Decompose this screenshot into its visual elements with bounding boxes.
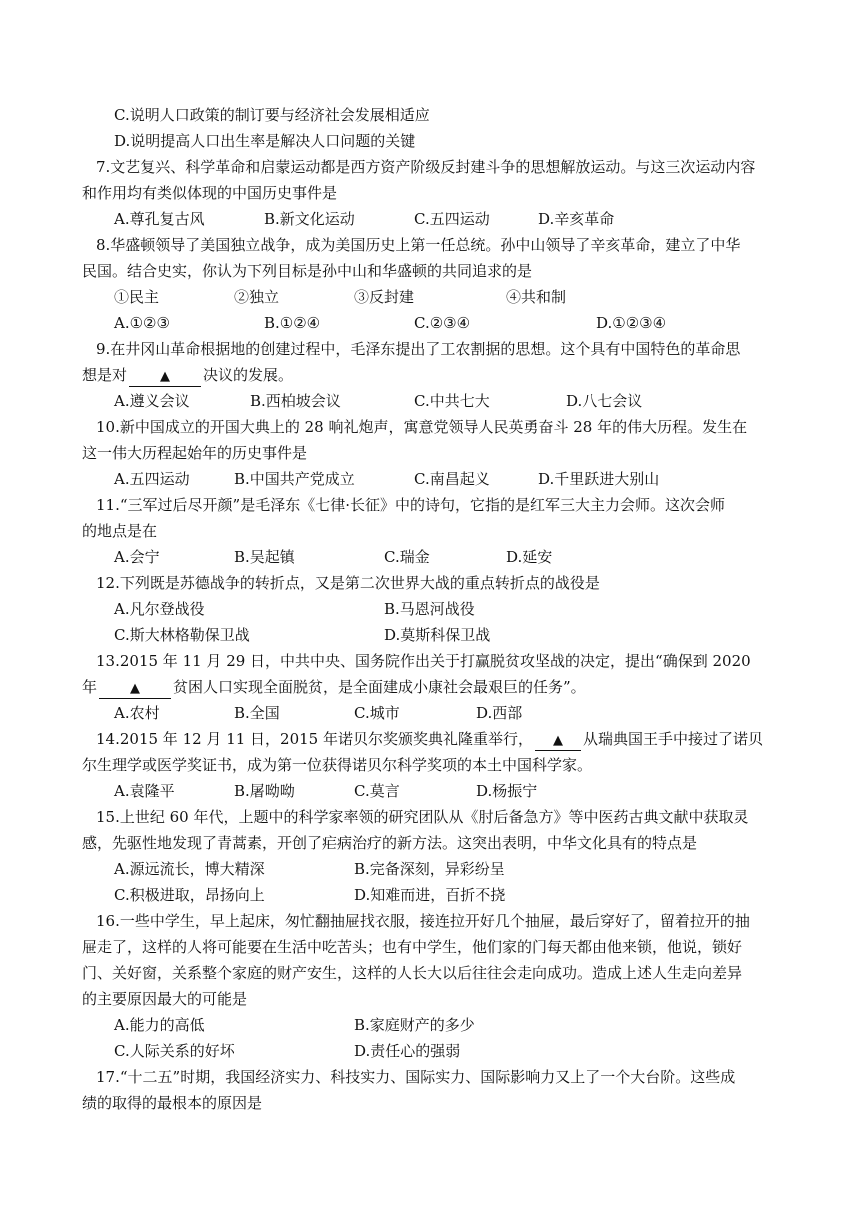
q11-stem-line1: 11.“三军过后尽开颜”是毛泽东《七律·长征》中的诗句，它指的是红军三大主力会师。这次会师 xyxy=(96,496,725,514)
q15-option-c: C.积极进取，昂扬向上 xyxy=(114,886,265,904)
q11-option-b: B.吴起镇 xyxy=(234,548,295,566)
q14-answer-blank xyxy=(535,730,581,751)
q9-option-d: D.八七会议 xyxy=(566,392,643,410)
q9-option-a: A.遵义会议 xyxy=(114,392,190,410)
q15-stem-line1: 15.上世纪 60 年代，上题中的科学家率领的研究团队从《肘后备急方》等中医药古典文献中获取灵 xyxy=(96,808,749,826)
q17-stem-line2: 绩的取得的最根本的原因是 xyxy=(82,1094,263,1112)
q16-option-b: B.家庭财产的多少 xyxy=(354,1016,475,1034)
q8-stem-line2: 民国。结合史实，你认为下列目标是孙中山和华盛顿的共同追求的是 xyxy=(82,262,533,280)
q9-answer-blank xyxy=(129,366,201,387)
q12-stem-line1: 12.下列既是苏德战争的转折点，又是第二次世界大战的重点转折点的战役是 xyxy=(96,574,600,592)
q11-stem-line2: 的地点是在 xyxy=(82,522,158,540)
q16-option-c: C.人际关系的好坏 xyxy=(114,1042,235,1060)
q12-option-b: B.马恩河战役 xyxy=(384,600,475,618)
q13-stem-line1: 13.2015 年 11 月 29 日，中共中央、国务院作出关于打赢脱贫攻坚战的决定，提出“确保到 2020 xyxy=(96,652,751,670)
q15-option-a: A.源远流长，博大精深 xyxy=(114,860,265,878)
q9-stem-line2 xyxy=(82,364,293,386)
q16-stem-line2: 屉走了，这样的人将可能要在生活中吃苦头；也有中学生，他们家的门每天都由他来锁，他说，锁好 xyxy=(82,938,743,956)
q8-item-3: ③反封建 xyxy=(354,288,415,306)
q10-option-d: D.千里跃进大别山 xyxy=(538,470,660,488)
q8-option-c: C.②③④ xyxy=(414,314,471,332)
q8-option-a: A.①②③ xyxy=(114,314,170,332)
q7-option-a: A.尊孔复古风 xyxy=(114,210,205,228)
q13-option-b: B.全国 xyxy=(234,704,280,722)
q8-item-2: ②独立 xyxy=(234,288,280,306)
q9-option-c: C.中共七大 xyxy=(414,392,490,410)
q9-stem-prefix: 想是对 xyxy=(82,366,128,384)
q11-option-d: D.延安 xyxy=(506,548,553,566)
q13-option-a: A.农村 xyxy=(114,704,160,722)
q7-option-b: B.新文化运动 xyxy=(264,210,355,228)
q11-option-a: A.会宁 xyxy=(114,548,160,566)
q14-option-a: A.袁隆平 xyxy=(114,782,175,800)
q9-stem-line1: 9.在井冈山革命根据地的创建过程中，毛泽东提出了工农割据的思想。这个具有中国特色的革命思 xyxy=(96,340,741,358)
q7-option-d: D.辛亥革命 xyxy=(538,210,615,228)
q16-option-d: D.责任心的强弱 xyxy=(354,1042,461,1060)
q16-option-a: A.能力的高低 xyxy=(114,1016,205,1034)
q11-option-c: C.瑞金 xyxy=(384,548,430,566)
q8-option-d: D.①②③④ xyxy=(596,314,667,332)
q7-stem-line2: 和作用均有类似体现的中国历史事件是 xyxy=(82,184,338,202)
q10-stem-line1: 10.新中国成立的开国大典上的 28 响礼炮声，寓意党领导人民英勇奋斗 28 年的伟大历程。发生在 xyxy=(96,418,748,436)
q13-stem-suffix: 贫困人口实现全面脱贫，是全面建成小康社会最艰巨的任务”。 xyxy=(173,678,586,696)
q9-stem-suffix: 决议的发展。 xyxy=(203,366,294,384)
q9-option-b: B.西柏坡会议 xyxy=(250,392,341,410)
q8-item-1: ①民主 xyxy=(114,288,160,306)
q13-answer-blank xyxy=(99,678,171,699)
q14-stem-prefix: 14.2015 年 12 月 11 日，2015 年诺贝尔奖颁奖典礼隆重举行， xyxy=(96,730,533,748)
q13-option-c: C.城市 xyxy=(354,704,400,722)
q12-option-a: A.凡尔登战役 xyxy=(114,600,205,618)
q13-stem-line2 xyxy=(82,676,586,698)
q8-option-b: B.①②④ xyxy=(264,314,321,332)
triangle-icon: ▲ xyxy=(160,369,171,384)
q12-option-d: D.莫斯科保卫战 xyxy=(384,626,491,644)
q13-option-d: D.西部 xyxy=(476,704,523,722)
q17-stem-line1: 17.“十二五”时期，我国经济实力、科技实力、国际实力、国际影响力又上了一个大台阶。这些成 xyxy=(96,1068,736,1086)
q14-stem-suffix: 从瑞典国王手中接过了诺贝 xyxy=(583,730,764,748)
q10-option-a: A.五四运动 xyxy=(114,470,190,488)
triangle-icon: ▲ xyxy=(130,681,141,696)
q10-option-c: C.南昌起义 xyxy=(414,470,490,488)
q12-option-c: C.斯大林格勒保卫战 xyxy=(114,626,250,644)
q14-stem-line2: 尔生理学或医学奖证书，成为第一位获得诺贝尔科学奖项的本土中国科学家。 xyxy=(82,756,593,774)
q10-stem-line2: 这一伟大历程起始年的历史事件是 xyxy=(82,444,308,462)
q14-option-d: D.杨振宁 xyxy=(476,782,538,800)
q14-stem-line1 xyxy=(96,728,763,750)
q15-option-d: D.知难而进，百折不挠 xyxy=(354,886,506,904)
q7-option-c: C.五四运动 xyxy=(414,210,490,228)
q8-item-4: ④共和制 xyxy=(506,288,567,306)
q16-stem-line1: 16.一些中学生，早上起床，匆忙翻抽屉找衣服，接连拉开好几个抽屉，最后穿好了，留着拉开的抽 xyxy=(96,912,750,930)
q16-stem-line3: 门、关好窗，关系整个家庭的财产安生，这样的人长大以后往往会走向成功。造成上述人生走向差异 xyxy=(82,964,743,982)
q13-stem-prefix: 年 xyxy=(82,678,98,696)
q6-option-d: D.说明提高人口出生率是解决人口问题的关键 xyxy=(114,132,416,150)
q6-option-c: C.说明人口政策的制订要与经济社会发展相适应 xyxy=(114,106,430,124)
q14-option-b: B.屠呦呦 xyxy=(234,782,295,800)
q15-stem-line2: 感，先驱性地发现了青蒿素，开创了疟病治疗的新方法。这突出表明，中华文化具有的特点是 xyxy=(82,834,698,852)
triangle-icon: ▲ xyxy=(553,733,563,748)
q7-stem-line1: 7.文艺复兴、科学革命和启蒙运动都是西方资产阶级反封建斗争的思想解放运动。与这三次运动内容 xyxy=(96,158,756,176)
q15-option-b: B.完备深刻，异彩纷呈 xyxy=(354,860,505,878)
q16-stem-line4: 的主要原因最大的可能是 xyxy=(82,990,248,1008)
q8-stem-line1: 8.华盛顿领导了美国独立战争，成为美国历史上第一任总统。孙中山领导了辛亥革命，建立了中华 xyxy=(96,236,741,254)
q14-option-c: C.莫言 xyxy=(354,782,400,800)
q10-option-b: B.中国共产党成立 xyxy=(234,470,355,488)
